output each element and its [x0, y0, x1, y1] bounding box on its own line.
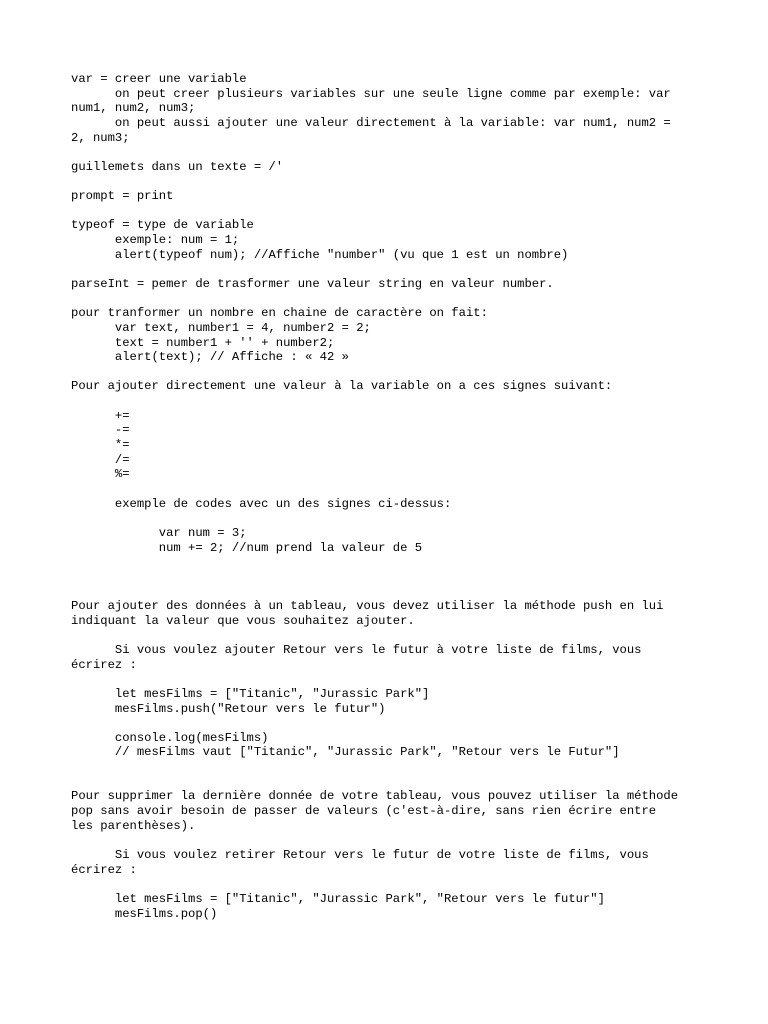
text-line: [71, 365, 703, 380]
text-line: [71, 174, 703, 189]
text-line: // mesFilms vaut ["Titanic", "Jurassic Park", "Retour vers le Futur"]: [71, 745, 620, 760]
text-line: on peut creer plusieurs variables sur une seule ligne comme par exemple: var: [71, 86, 671, 101]
text-line: pop sans avoir besoin de passer de valeurs (c'est-à-dire, sans rien écrire entre: [71, 804, 657, 819]
text-line: %=: [71, 467, 130, 482]
text-line: [71, 555, 703, 570]
text-line: écrirez :: [71, 657, 137, 672]
text-line: typeof = type de variable: [71, 218, 254, 233]
text-line: let mesFilms = ["Titanic", "Jurassic Park", "Retour vers le futur"]: [71, 891, 605, 906]
text-line: [71, 145, 703, 160]
text-line: [71, 394, 703, 409]
text-line: /=: [71, 452, 130, 467]
text-line: +=: [71, 408, 130, 423]
text-line: text = number1 + '' + number2;: [71, 335, 335, 350]
text-line: prompt = print: [71, 189, 174, 204]
text-line: [71, 833, 703, 848]
text-line: [71, 628, 703, 643]
text-line: Pour ajouter directement une valeur à la variable on a ces signes suivant:: [71, 379, 613, 394]
text-line: num1, num2, num3;: [71, 101, 196, 116]
text-line: console.log(mesFilms): [71, 730, 269, 745]
text-line: -=: [71, 423, 130, 438]
text-line: les parenthèses).: [71, 818, 196, 833]
text-line: indiquant la valeur que vous souhaitez ajouter.: [71, 613, 415, 628]
text-line: Si vous voulez ajouter Retour vers le futur à votre liste de films, vous: [71, 642, 642, 657]
text-line: écrirez :: [71, 862, 137, 877]
text-line: let mesFilms = ["Titanic", "Jurassic Park"]: [71, 686, 430, 701]
text-line: parseInt = pemer de trasformer une valeur string en valeur number.: [71, 276, 554, 291]
text-line: [71, 482, 703, 497]
text-line: *=: [71, 438, 130, 453]
text-line: 2, num3;: [71, 130, 130, 145]
text-line: [71, 584, 703, 599]
text-line: [71, 672, 703, 687]
text-line: var text, number1 = 4, number2 = 2;: [71, 320, 371, 335]
text-line: [71, 716, 703, 731]
text-line: exemple de codes avec un des signes ci-dessus:: [71, 496, 452, 511]
text-line: Pour supprimer la dernière donnée de votre tableau, vous pouvez utiliser la méthode: [71, 789, 679, 804]
text-line: [71, 760, 703, 775]
text-line: alert(text); // Affiche : « 42 »: [71, 350, 349, 365]
text-line: on peut aussi ajouter une valeur directement à la variable: var num1, num2 =: [71, 115, 671, 130]
text-line: [71, 262, 703, 277]
text-line: guillemets dans un texte = /': [71, 159, 284, 174]
document-page: [71, 72, 703, 921]
text-line: mesFilms.push("Retour vers le futur"): [71, 701, 386, 716]
text-line: Pour ajouter des données à un tableau, vous devez utiliser la méthode push en lui: [71, 599, 664, 614]
text-line: alert(typeof num); //Affiche "number" (vu que 1 est un nombre): [71, 247, 569, 262]
text-line: [71, 570, 703, 585]
text-line: var = creer une variable: [71, 72, 247, 86]
text-line: [71, 292, 703, 307]
text-line: [71, 775, 703, 790]
text-line: mesFilms.pop(): [71, 906, 218, 921]
text-line: [71, 204, 703, 219]
text-line: pour tranformer un nombre en chaine de caractère on fait:: [71, 306, 488, 321]
text-line: [71, 511, 703, 526]
text-line: [71, 877, 703, 892]
text-line: Si vous voulez retirer Retour vers le futur de votre liste de films, vous: [71, 847, 649, 862]
text-line: num += 2; //num prend la valeur de 5: [71, 540, 423, 555]
text-line: var num = 3;: [71, 525, 247, 540]
text-line: exemple: num = 1;: [71, 233, 240, 248]
